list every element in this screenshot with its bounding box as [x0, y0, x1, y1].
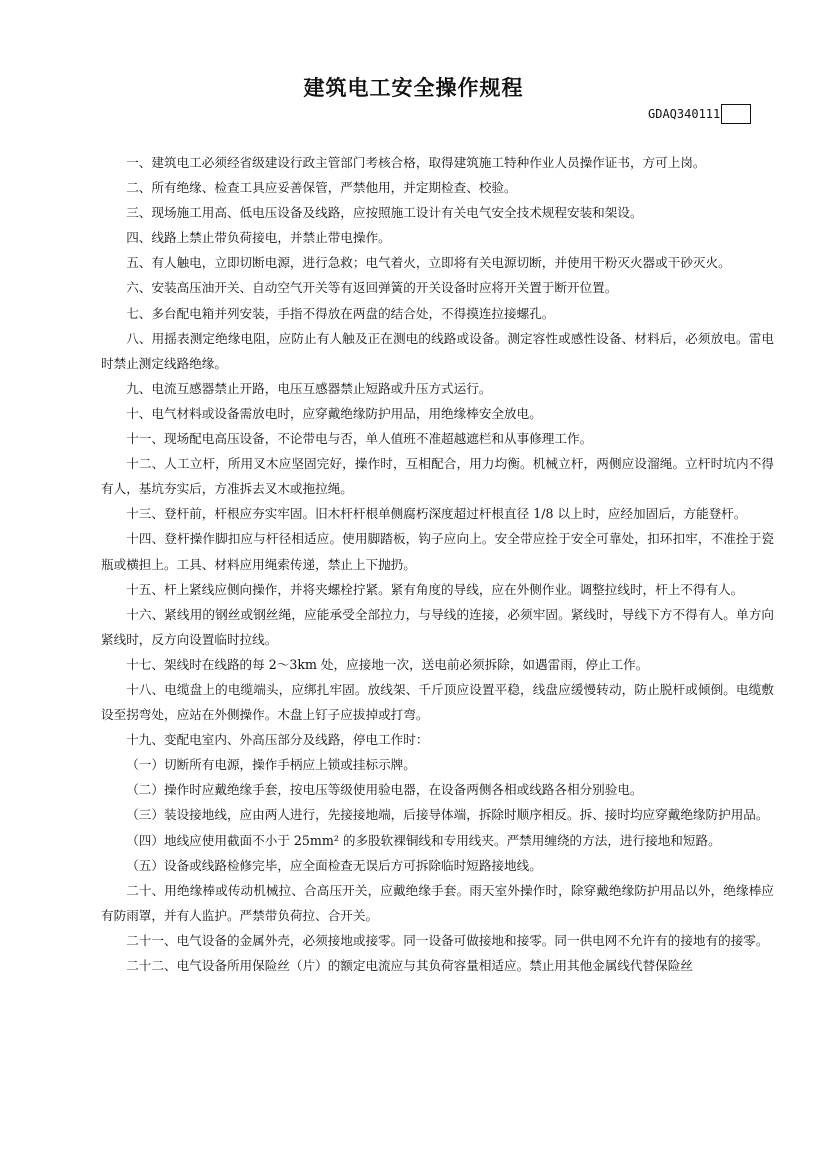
- paragraph: 八、用摇表测定绝缘电阻，应防止有人触及正在测电的线路或设备。测定容性或感性设备、材料后，必须放电。雷电时禁止测定线路绝缘。: [101, 330, 774, 371]
- paragraph: 十九、变配电室内、外高压部分及线路，停电工作时：: [126, 732, 429, 748]
- paragraph: 十五、杆上紧线应侧向操作，并将夹螺栓拧紧。紧有角度的导线，应在外侧作业。调整拉线时，杆上不得有人。: [126, 581, 744, 597]
- paragraph: 三、现场施工用高、低电压设备及线路，应按照施工设计有关电气安全技术规程安装和架设。: [126, 205, 643, 221]
- paragraph: （四）地线应使用截面不小于 25mm² 的多股软裸铜线和专用线夹。严禁用缠绕的方法，进行接地和短路。: [126, 832, 721, 848]
- document-body: [101, 150, 774, 978]
- paragraph: 十八、电缆盘上的电缆端头，应绑扎牢固。放线架、千斤顶应设置平稳，线盘应缓慢转动，防止脱杆或倾倒。电缆敷设至拐弯处，应站在外侧操作。木盘上钉子应拔掉或打弯。: [101, 681, 774, 723]
- paragraph: 十、电气材料或设备需放电时，应穿戴绝缘防护用品，用绝缘棒安全放电。: [126, 405, 542, 421]
- paragraph: 十四、登杆操作脚扣应与杆径相适应。使用脚踏板，钩子应向上。安全带应拴于安全可靠处，扣环扣牢，不准拴于瓷瓶或横担上。工具、材料应用绳索传递，禁止上下抛扔。: [101, 531, 774, 572]
- paragraph: 二十、用绝缘棒或传动机械拉、合高压开关，应戴绝缘手套。雨天室外操作时，除穿戴绝缘防护用品以外，绝缘棒应有防雨罩，并有人监护。严禁带负荷拉、合开关。: [101, 882, 774, 923]
- paragraph: 六、安装高压油开关、自动空气开关等有返回弹簧的开关设备时应将开关置于断开位置。: [126, 280, 618, 296]
- document-number-box: [721, 104, 751, 124]
- paragraph: 九、电流互感器禁止开路，电压互感器禁止短路或升压方式运行。: [126, 380, 492, 396]
- paragraph: （五）设备或线路检修完毕，应全面检查无误后方可拆除临时短路接地线。: [126, 857, 542, 873]
- paragraph: 二十二、电气设备所用保险丝（片）的额定电流应与其负荷容量相适应。禁止用其他金属线代替保险丝: [126, 958, 693, 973]
- paragraph: 四、线路上禁止带负荷接电，并禁止带电操作。: [126, 230, 391, 246]
- paragraph: （二）操作时应戴绝缘手套，按电压等级使用验电器，在设备两侧各相或线路各相分别验电。: [126, 782, 643, 798]
- paragraph: 十一、现场配电高压设备，不论带电与否，单人值班不准超越遮栏和从事修理工作。: [126, 431, 593, 447]
- paragraph: （一）切断所有电源，操作手柄应上锁或挂标示牌。: [126, 757, 416, 773]
- document-number-text: GDAQ340111: [648, 107, 721, 121]
- paragraph: 十六、紧线用的钢丝或钢丝绳，应能承受全部拉力，与导线的连接，必须牢固。紧线时，导线下方不得有人。单方向紧线时，反方向设置临时拉线。: [101, 606, 774, 647]
- paragraph: （三）装设接地线，应由两人进行，先接接地端，后接导体端，拆除时顺序相反。拆、接时均应穿戴绝缘防护用品。: [126, 807, 769, 823]
- paragraph: 十七、架线时在线路的每 2～3km 处，应接地一次，送电前必须拆除，如遇雷雨，停止工作。: [126, 656, 649, 672]
- paragraph: 十三、登杆前，杆根应夯实牢固。旧木杆杆根单侧腐朽深度超过杆根直径 1/8 以上时，应经加固后，方能登杆。: [126, 506, 747, 522]
- paragraph: 二十一、电气设备的金属外壳，必须接地或接零。同一设备可做接地和接零。同一供电网不允许有的接地有的接零。: [126, 932, 769, 948]
- paragraph: 五、有人触电，立即切断电源，进行急救；电气着火，立即将有关电源切断，并使用干粉灭火器或干砂灭火。: [126, 255, 731, 271]
- paragraph: 七、多台配电箱并列安装，手指不得放在两盘的结合处，不得摸连拉接螺孔。: [126, 305, 555, 321]
- paragraph: 二、所有绝缘、检查工具应妥善保管，严禁他用，并定期检查、校验。: [126, 180, 517, 196]
- document-number: [648, 104, 751, 124]
- paragraph: 一、建筑电工必须经省级建设行政主管部门考核合格，取得建筑施工特种作业人员操作证书，方可上岗。: [126, 155, 706, 170]
- document-title: 建筑电工安全操作规程: [303, 76, 524, 100]
- paragraph: 十二、人工立杆，所用叉木应坚固完好，操作时，互相配合，用力均衡。机械立杆，两侧应设溜绳。立杆时坑内不得有人，基坑夯实后，方准拆去叉木或拖拉绳。: [101, 456, 774, 497]
